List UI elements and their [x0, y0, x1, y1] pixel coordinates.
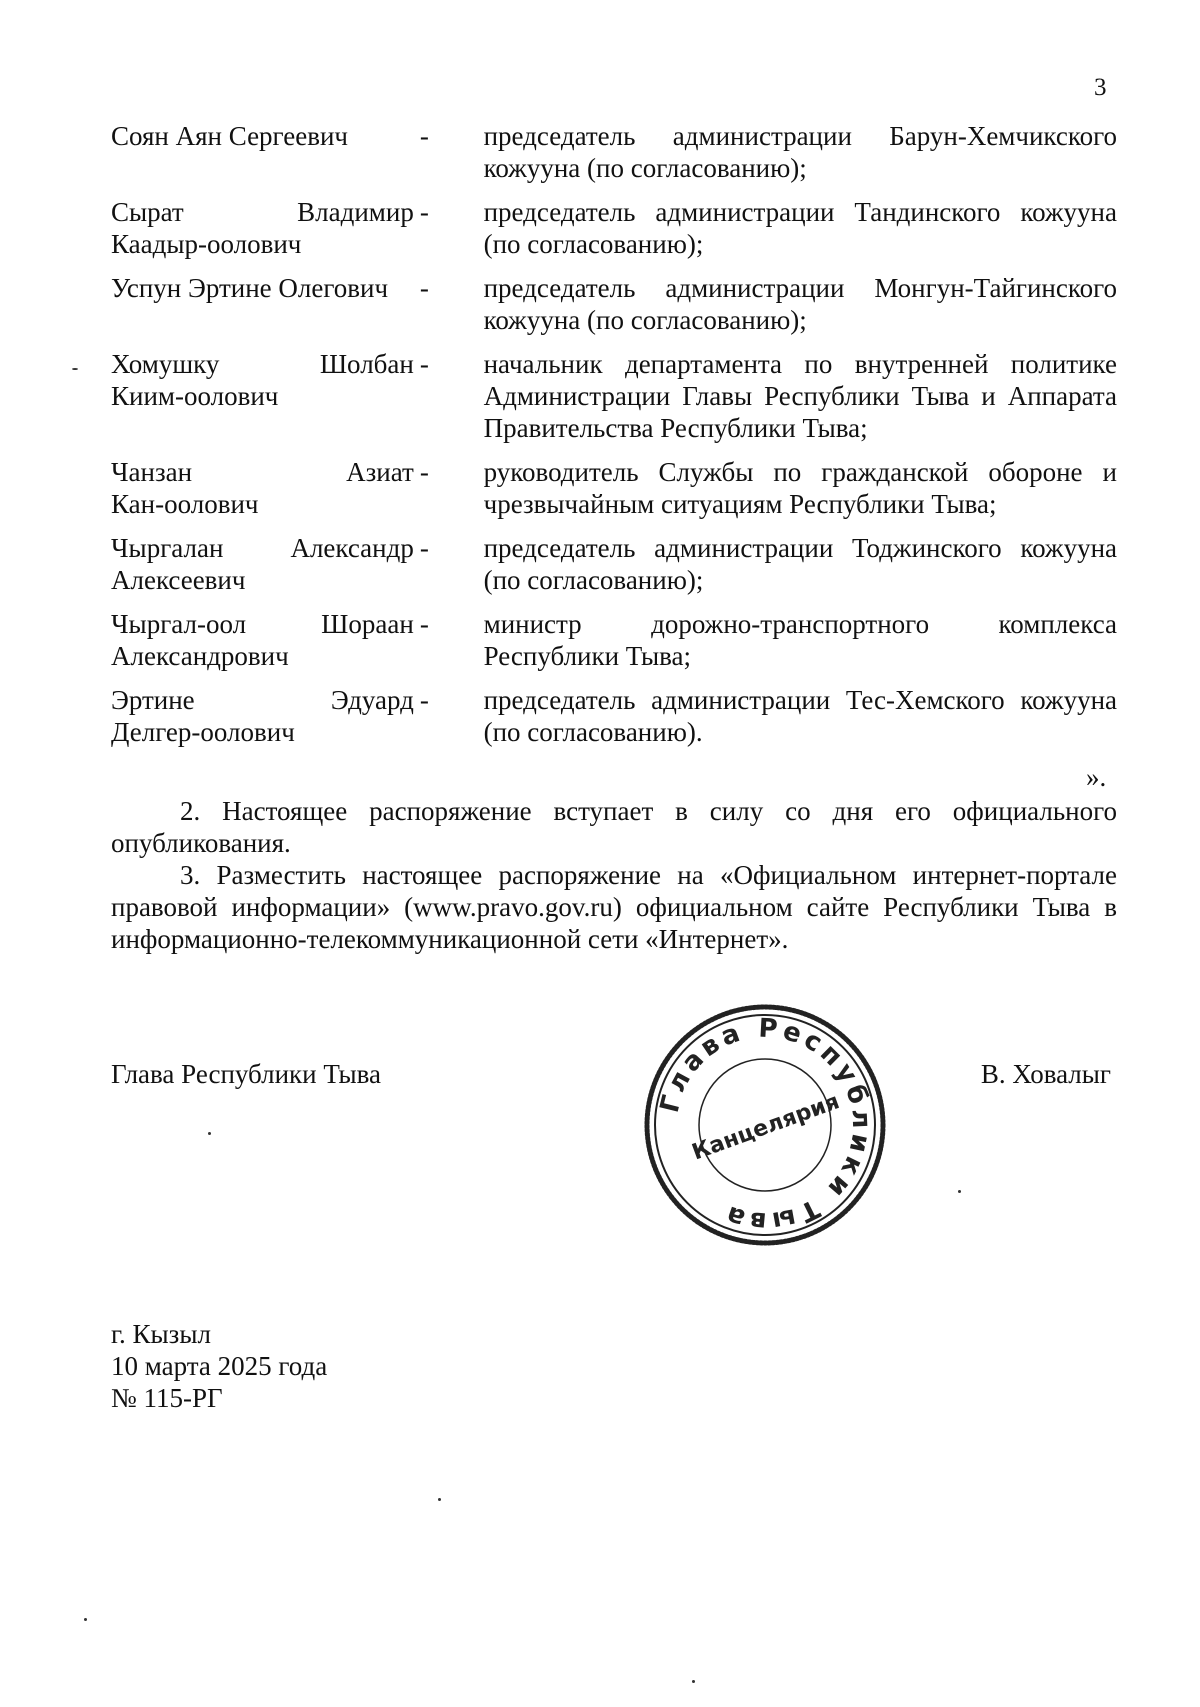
- scan-speck: [208, 1132, 211, 1135]
- member-name: [111, 120, 414, 152]
- member-name-line: Чыргалан Александр: [111, 533, 414, 563]
- members-list: [111, 120, 1117, 760]
- member-name-line: Александрович: [111, 641, 289, 671]
- member-name: [111, 196, 414, 260]
- member-name-line: Чанзан Азиат: [111, 457, 414, 487]
- member-name-line: Кан-оолович: [111, 489, 259, 519]
- footer-number: № 115-РГ: [111, 1383, 223, 1413]
- member-name-line: Эртине Эдуард: [111, 685, 414, 715]
- member-name: [111, 532, 414, 596]
- footer-date: 10 марта 2025 года: [111, 1351, 328, 1381]
- member-name-line: Делгер-оолович: [111, 717, 295, 747]
- signature-title: Глава Республики Тыва: [111, 1059, 382, 1089]
- member-role: председатель администрации Тоджинского кожууна (по согласованию);: [483, 533, 1117, 595]
- list-item: [111, 456, 1117, 520]
- member-dash: -: [419, 685, 429, 715]
- member-name-line: Каадыр-оолович: [111, 229, 302, 259]
- member-name-line: Сырат Владимир: [111, 197, 414, 227]
- member-name-line: Хомушку Шолбан: [111, 349, 414, 379]
- member-name: [111, 608, 414, 672]
- member-name-line: Чыргал-оол Шораан: [111, 609, 414, 639]
- scan-speck: [84, 1618, 87, 1621]
- seal-center-text: Канцелярия: [688, 1089, 843, 1166]
- member-role: начальник департамента по внутренней политике Администрации Главы Республики Тыва и Аппарата Правительства Республики Тыва;: [483, 349, 1117, 443]
- paragraph: 2. Настоящее распоряжение вступает в силу со дня его официального опубликования.: [111, 796, 1117, 858]
- list-item: [111, 684, 1117, 748]
- member-name: [111, 456, 414, 520]
- list-item: [111, 196, 1117, 260]
- page-number: 3: [1094, 74, 1107, 101]
- closing-quote: ».: [1086, 762, 1107, 792]
- member-dash: -: [419, 121, 429, 151]
- member-dash: -: [419, 349, 429, 379]
- member-name-line: Соян Аян Сергеевич: [111, 121, 349, 151]
- member-dash: -: [419, 533, 429, 563]
- member-role: председатель администрации Монгун-Тайгинского кожууна (по согласованию);: [483, 273, 1117, 335]
- document-body: [111, 795, 1117, 955]
- member-role: министр дорожно-транспортного комплекса Республики Тыва;: [483, 609, 1117, 671]
- list-item: [111, 532, 1117, 596]
- scan-speck: [692, 1680, 695, 1683]
- list-item: [111, 348, 1117, 444]
- member-dash: -: [419, 457, 429, 487]
- list-item: [111, 608, 1117, 672]
- member-name: [111, 272, 414, 304]
- member-role: председатель администрации Тандинского кожууна (по согласованию);: [483, 197, 1117, 259]
- scan-speck: [958, 1190, 961, 1193]
- member-dash: -: [419, 197, 429, 227]
- member-name-line: Успун Эртине Олегович: [111, 273, 389, 303]
- seal-outer-text: Глава Республики Тыва: [654, 1013, 877, 1237]
- list-item: [111, 120, 1117, 184]
- member-name-line: Алексеевич: [111, 565, 246, 595]
- member-name: [111, 348, 414, 412]
- member-role: председатель администрации Тес-Хемского кожууна (по согласованию).: [483, 685, 1117, 747]
- member-name-line: Киим-оолович: [111, 381, 279, 411]
- document-footer: [111, 1318, 327, 1414]
- list-item: [111, 272, 1117, 336]
- scan-speck: [438, 1498, 441, 1501]
- paragraph: 3. Разместить настоящее распоряжение на «Официальном интернет-портале правовой информации» (www.pravo.gov.ru) официальном сайте Республики Тыва в информационно-телекоммуникационной сети «Интернет».: [111, 860, 1117, 954]
- member-dash: -: [419, 609, 429, 639]
- member-dash: -: [419, 273, 429, 303]
- signature-name: В. Ховалыг: [980, 1059, 1111, 1089]
- member-role: руководитель Службы по гражданской обороне и чрезвычайным ситуациям Республики Тыва;: [483, 457, 1117, 519]
- member-name: [111, 684, 414, 748]
- member-role: председатель администрации Барун-Хемчикского кожууна (по согласованию);: [483, 121, 1117, 183]
- scan-speck: [72, 368, 78, 370]
- seal-stamp-icon: [640, 1000, 890, 1250]
- footer-city: г. Кызыл: [111, 1319, 211, 1349]
